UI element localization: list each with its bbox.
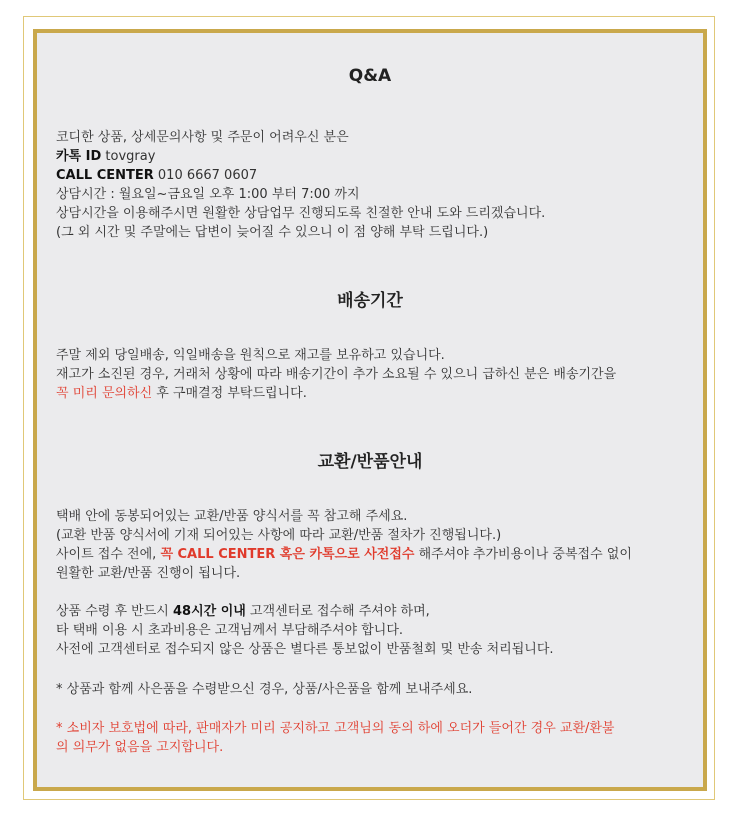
shipping-line-1: 주말 제외 당일배송, 익일배송을 원칙으로 재고를 보유하고 있습니다. — [56, 348, 445, 363]
qa-line-1: 코디한 상품, 상세문의사항 및 주문이 어려우신 분은 — [56, 130, 349, 145]
exchange-line-3 — [56, 545, 632, 564]
kakao-label: 카톡 ID — [56, 149, 102, 164]
exchange-line-5-b: 고객센터로 접수해 주셔야 하며, — [245, 604, 430, 619]
qa-callcenter-line — [56, 166, 257, 185]
exchange-note-2-line-2: 의 의무가 없음을 고지합니다. — [56, 740, 224, 755]
shipping-inquiry-highlight: 꼭 미리 문의하신 — [56, 386, 153, 401]
callcenter-number: 010 6667 0607 — [153, 168, 258, 183]
kakao-id: tovgray — [101, 149, 156, 164]
shipping-line-3 — [56, 384, 307, 403]
exchange-line-3-b: 해주셔야 추가비용이나 중복접수 없이 — [414, 547, 632, 562]
exchange-line-5 — [56, 602, 430, 621]
exchange-line-3-a: 사이트 접수 전에, — [56, 547, 161, 562]
exchange-line-6: 타 택배 이용 시 초과비용은 고객님께서 부담해주셔야 합니다. — [56, 623, 404, 638]
qa-kakao-line — [56, 147, 155, 166]
exchange-line-7: 사전에 고객센터로 접수되지 않은 상품은 별다른 통보없이 반품철회 및 반송 처리됩니다. — [56, 642, 554, 657]
shipping-line-3-rest: 후 구매결정 부탁드립니다. — [152, 386, 307, 401]
exchange-note-2-line-1: * 소비자 보호법에 따라, 판매자가 미리 공지하고 고객님의 동의 하에 오더가 들어간 경우 교환/환불 — [56, 721, 615, 736]
exchange-line-4: 원활한 교환/반품 진행이 됩니다. — [56, 566, 241, 581]
qa-line-5: 상담시간을 이용해주시면 원활한 상담업무 진행되도록 친절한 안내 도와 드리겠습니다. — [56, 206, 546, 221]
exchange-line-5-a: 상품 수령 후 반드시 — [56, 604, 173, 619]
exchange-line-1: 택배 안에 동봉되어있는 교환/반품 양식서를 꼭 참고해 주세요. — [56, 509, 408, 524]
shipping-line-2: 재고가 소진된 경우, 거래처 상황에 따라 배송기간이 추가 소요될 수 있으니 급하신 분은 배송기간을 — [56, 367, 617, 382]
exchange-48h: 48시간 이내 — [173, 604, 246, 619]
exchange-line-2: (교환 반품 양식서에 기재 되어있는 사항에 따라 교환/반품 절차가 진행됩니다.) — [56, 528, 502, 543]
shipping-title: 배송기간 — [337, 291, 403, 311]
exchange-note-1: * 상품과 함께 사은품을 수령받으신 경우, 상품/사은품을 함께 보내주세요. — [56, 682, 473, 697]
exchange-prior-notice: 꼭 CALL CENTER 혹은 카톡으로 사전접수 — [160, 547, 415, 562]
qa-title: Q&A — [348, 66, 392, 86]
qa-line-6: (그 외 시간 및 주말에는 답변이 늦어질 수 있으니 이 점 양해 부탁 드립니다.) — [56, 225, 489, 240]
callcenter-label: CALL CENTER — [56, 168, 154, 183]
qa-hours: 상담시간 : 월요일~금요일 오후 1:00 부터 7:00 까지 — [56, 187, 360, 202]
exchange-title: 교환/반품안내 — [317, 452, 423, 472]
